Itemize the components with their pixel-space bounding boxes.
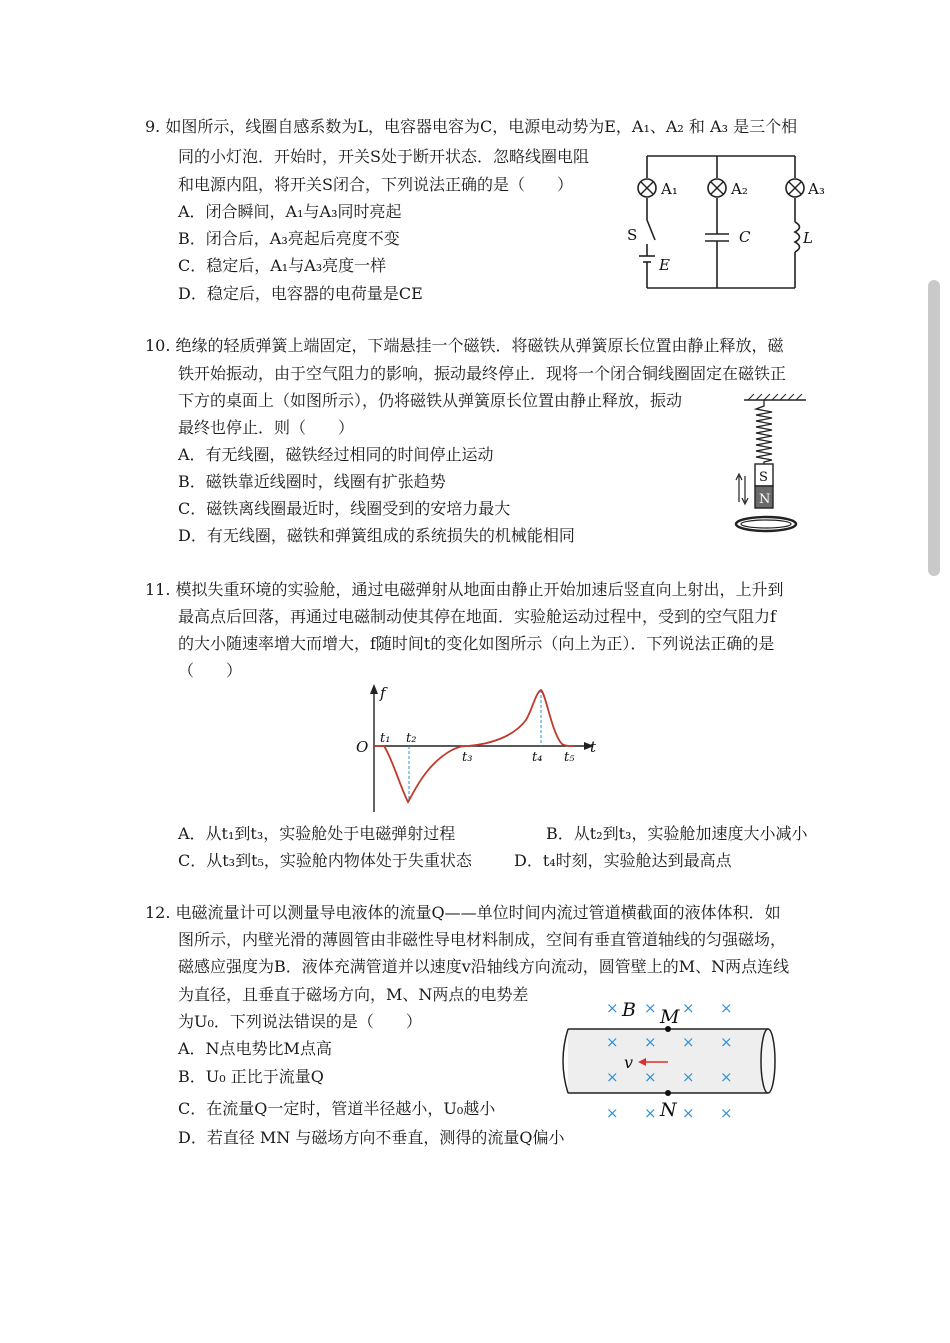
q9-option-a: A．闭合瞬间，A₁与A₃同时亮起 — [178, 202, 402, 221]
q12-option-c: C．在流量Q一定时，管道半径越小，U₀越小 — [178, 1099, 496, 1118]
label-e: E — [659, 256, 670, 274]
q11-line-3: 的大小随速率增大而增大，f随时间t的变化如图所示（向上为正）．下列说法正确的是 — [178, 634, 775, 653]
q10-option-a: A．有无线圈，磁铁经过相同的时间停止运动 — [178, 445, 494, 464]
axis-label-t: t — [590, 738, 597, 756]
q10-option-c: C．磁铁离线圈最近时，线圈受到的安培力最大 — [178, 499, 511, 518]
q10-line-2: 铁开始振动，由于空气阻力的影响，振动最终停止．现将一个闭合铜线圈固定在磁铁正 — [178, 364, 787, 383]
label-a1: A₁ — [661, 180, 678, 198]
svg-text:×: × — [720, 1068, 733, 1086]
label-l: L — [803, 229, 813, 247]
q12-line-5: 为U₀．下列说法错误的是（ ） — [178, 1012, 422, 1031]
q9-option-c: C．稳定后，A₁与A₃亮度一样 — [178, 256, 387, 275]
tick-t3: t₃ — [462, 750, 473, 765]
svg-text:×: × — [720, 1104, 733, 1122]
q12-flowmeter-figure — [560, 996, 790, 1126]
svg-text:×: × — [682, 1033, 695, 1051]
origin-label: O — [356, 738, 369, 756]
q9-line-1: 9. 如图所示，线圈自感系数为L，电容器电容为C，电源电动势为E，A₁、A₂ 和 A₃ 是三个相 — [145, 117, 798, 136]
q10-spring-magnet-figure — [730, 392, 820, 542]
q10-line-1: 10. 绝缘的轻质弹簧上端固定，下端悬挂一个磁铁．将磁铁从弹簧原长位置由静止释放，磁 — [145, 336, 784, 355]
svg-text:×: × — [644, 1033, 657, 1051]
label-a2: A₂ — [731, 180, 748, 198]
tick-t4: t₄ — [532, 750, 543, 765]
q9-option-d: D．稳定后，电容器的电荷量是CE — [178, 284, 423, 303]
q11-line-4: （ ） — [178, 661, 243, 680]
q10-line-4: 最终也停止．则（ ） — [178, 418, 355, 437]
svg-text:×: × — [606, 1068, 619, 1086]
q12-line-3: 磁感应强度为B．液体充满管道并以速度v沿轴线方向流动，圆管壁上的M、N两点连线 — [178, 957, 790, 976]
q12-option-a: A．N点电势比M点高 — [178, 1039, 332, 1058]
q11-option-d: D．t₄时刻，实验舱达到最高点 — [514, 851, 732, 870]
q11-option-c: C．从t₃到t₅，实验舱内物体处于失重状态 — [178, 851, 472, 870]
q10-option-d: D．有无线圈，磁铁和弹簧组成的系统损失的机械能相同 — [178, 526, 575, 545]
svg-text:×: × — [682, 999, 695, 1017]
q12-line-2: 图所示，内壁光滑的薄圆管由非磁性导电材料制成，空间有垂直管道轴线的匀强磁场， — [178, 930, 787, 949]
q9-circuit-figure — [625, 148, 825, 298]
q9-option-b: B．闭合后，A₃亮起后亮度不变 — [178, 229, 400, 248]
svg-text:×: × — [606, 1104, 619, 1122]
label-c: C — [739, 228, 751, 246]
spring-icon — [756, 400, 772, 464]
scrollbar-thumb[interactable] — [928, 280, 940, 576]
q10-option-b: B．磁铁靠近线圈时，线圈有扩张趋势 — [178, 472, 446, 491]
svg-text:×: × — [720, 999, 733, 1017]
svg-text:×: × — [682, 1068, 695, 1086]
q9-line-2: 同的小灯泡．开始时，开关S处于断开状态．忽略线圈电阻 — [178, 147, 589, 166]
bulb-a3-icon — [786, 179, 804, 197]
svg-text:×: × — [682, 1104, 695, 1122]
bulb-a1-icon — [638, 179, 656, 197]
q11-line-2: 最高点后回落，再通过电磁制动使其停在地面．实验舱运动过程中，受到的空气阻力f — [178, 607, 776, 626]
tick-t2: t₂ — [406, 731, 417, 746]
svg-text:×: × — [644, 1068, 657, 1086]
point-label-m: M — [660, 1006, 680, 1028]
svg-text:×: × — [720, 1033, 733, 1051]
magnet-label-n: N — [759, 492, 771, 507]
q10-line-3: 下方的桌面上（如图所示），仍将磁铁从弹簧原长位置由静止释放，振动 — [178, 391, 683, 410]
q11-option-b: B．从t₂到t₃，实验舱加速度大小减小 — [546, 824, 808, 843]
copper-coil-icon — [736, 517, 796, 531]
svg-text:×: × — [644, 1104, 657, 1122]
q11-force-time-graph — [352, 682, 602, 822]
pipe-icon — [563, 1029, 775, 1093]
q9-line-3: 和电源内阻，将开关S闭合，下列说法正确的是（ ） — [178, 175, 573, 194]
svg-text:×: × — [606, 999, 619, 1017]
axis-label-f: f — [380, 684, 386, 702]
q12-line-1: 12. 电磁流量计可以测量导电液体的流量Q——单位时间内流过管道横截面的液体体积．如 — [145, 903, 781, 922]
q12-option-b: B．U₀ 正比于流量Q — [178, 1067, 324, 1086]
oscillation-arrows-icon — [736, 474, 748, 504]
tick-t1: t₁ — [380, 731, 391, 746]
label-s: S — [627, 226, 638, 244]
label-a3: A₃ — [808, 180, 825, 198]
magnet-label-s: S — [759, 470, 768, 485]
tick-t5: t₅ — [564, 750, 575, 765]
q12-line-4: 为直径，且垂直于磁场方向，M、N两点的电势差 — [178, 985, 529, 1004]
bulb-a2-icon — [708, 179, 726, 197]
velocity-label-v: v — [624, 1053, 634, 1072]
q12-option-d: D．若直径 MN 与磁场方向不垂直，测得的流量Q偏小 — [178, 1128, 565, 1147]
point-label-n: N — [660, 1099, 677, 1121]
svg-text:×: × — [606, 1033, 619, 1051]
q11-option-a: A．从t₁到t₃，实验舱处于电磁弹射过程 — [178, 824, 456, 843]
field-label-b: B — [622, 999, 636, 1021]
q11-line-1: 11. 模拟失重环境的实验舱，通过电磁弹射从地面由静止开始加速后竖直向上射出，上升到 — [145, 580, 784, 599]
svg-text:×: × — [644, 999, 657, 1017]
